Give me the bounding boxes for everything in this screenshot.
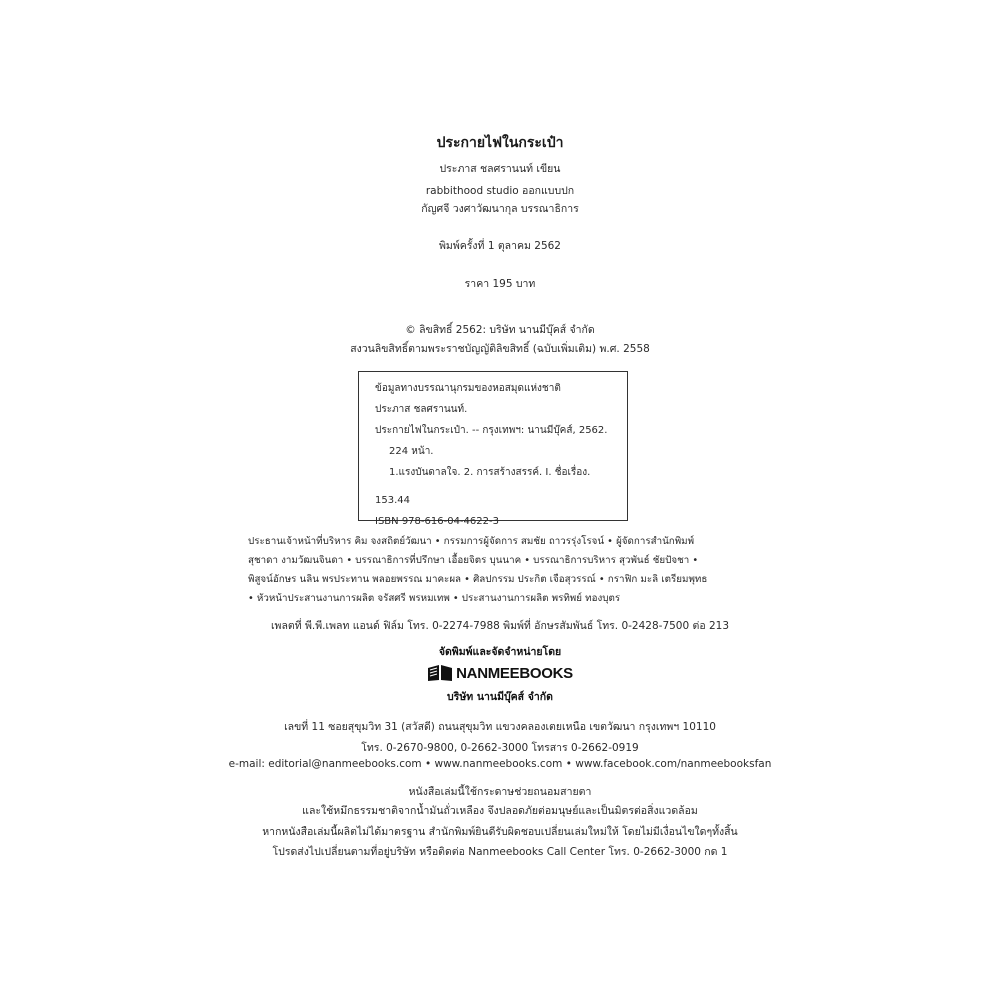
cip-box xyxy=(358,371,628,527)
credits-line-3: พิสูจน์อักษร นลิน พรประทาน พลอยพรรณ มาคะผล • ศิลปกรรม ประกิต เจือสุวรรณ์ • กราฟิก มะลิ เตรียมพุทธ xyxy=(248,574,708,585)
cip-spacer xyxy=(375,483,627,490)
publisher-web: e-mail: editorial@nanmeebooks.com • www.nanmeebooks.com • www.facebook.com/nanmeebooksfan xyxy=(228,758,772,770)
notice-line-1: หนังสือเล่มนี้ใช้กระดาษช่วยถนอมสายตา xyxy=(408,786,592,798)
editor-line: กัญศจี วงศาวัฒนากุล บรรณาธิการ xyxy=(421,203,579,215)
cip-class-number: 153.44 xyxy=(375,495,410,506)
book-title: ประกายไฟในกระเป๋า xyxy=(436,135,564,151)
staff-credits xyxy=(248,532,768,608)
distributed-by-label: จัดพิมพ์และจัดจำหน่ายโดย xyxy=(438,646,562,658)
notice-line-3: หากหนังสือเล่มนี้ผลิตไม่ได้มาตรฐาน สำนักพิมพ์ยินดีรับผิดชอบเปลี่ยนเล่มใหม่ให้ โดยไม่มีเงื่อนไขใดๆทั้งสิ้น xyxy=(262,826,738,838)
cover-designer-line: rabbithood studio ออกแบบปก xyxy=(425,185,575,197)
publisher-logo xyxy=(0,664,1000,682)
copyright-law-line: สงวนลิขสิทธิ์ตามพระราชบัญญัติลิขสิทธิ์ (ฉบับเพิ่มเติม) พ.ศ. 2558 xyxy=(350,343,650,355)
publisher-phones: โทร. 0-2670-9800, 0-2662-3000 โทรสาร 0-2662-0919 xyxy=(361,742,639,754)
cip-heading: ข้อมูลทางบรรณานุกรมของหอสมุดแห่งชาติ xyxy=(375,383,561,394)
author-line: ประภาส ชลศรานนท์ เขียน xyxy=(439,163,561,175)
publisher-logo-text: NANMEEBOOKS xyxy=(456,664,573,682)
copyright-line: © ลิขสิทธิ์ 2562: บริษัท นานมีบุ๊คส์ จำกัด xyxy=(405,324,595,336)
notice-line-2: และใช้หมึกธรรมชาติจากน้ำมันถั่วเหลือง จึงปลอดภัยต่อมนุษย์และเป็นมิตรต่อสิ่งแวดล้อม xyxy=(302,805,698,817)
publisher-name: บริษัท นานมีบุ๊คส์ จำกัด xyxy=(447,691,553,703)
cip-subjects: 1.แรงบันดาลใจ. 2. การสร้างสรรค์. I. ชื่อเรื่อง. xyxy=(389,467,591,478)
cip-title-line: ประกายไฟในกระเป๋า. -- กรุงเทพฯ: นานมีบุ๊คส์, 2562. xyxy=(375,425,608,436)
cip-author: ประภาส ชลศรานนท์. xyxy=(375,404,468,415)
cip-isbn: ISBN 978-616-04-4622-3 xyxy=(375,516,499,527)
printer-line: เพลตที่ พี.พี.เพลท แอนด์ ฟิล์ม โทร. 0-2274-7988 พิมพ์ที่ อักษรสัมพันธ์ โทร. 0-2428-7500 ต่อ 213 xyxy=(270,620,730,632)
credits-line-2: สุชาดา งามวัฒนจินดา • บรรณาธิการที่ปรึกษา เอื้อยจิตร บุนนาค • บรรณาธิการบริหาร สุวพันธ์ ชัยปัจชา • xyxy=(248,555,699,566)
credits-line-4: • หัวหน้าประสานงานการผลิต จรัสศรี พรหมเทพ • ประสานงานการผลิต พรทิพย์ ทองบุตร xyxy=(248,593,621,604)
credits-line-1: ประธานเจ้าหน้าที่บริหาร คิม จงสถิตย์วัฒนา • กรรมการผู้จัดการ สมชัย ถาวรรุ่งโรจน์ • ผู้จัดการสำนักพิมพ์ xyxy=(248,536,695,547)
notice-line-4: โปรดส่งไปเปลี่ยนตามที่อยู่บริษัท หรือติดต่อ Nanmeebooks Call Center โทร. 0-2662-3000 กด 1 xyxy=(272,846,728,858)
open-book-icon xyxy=(427,664,453,682)
cip-pages: 224 หน้า. xyxy=(389,446,434,457)
price-line: ราคา 195 บาท xyxy=(464,278,536,290)
edition-line: พิมพ์ครั้งที่ 1 ตุลาคม 2562 xyxy=(439,240,561,252)
publisher-address: เลขที่ 11 ซอยสุขุมวิท 31 (สวัสดี) ถนนสุขุมวิท แขวงคลองเตยเหนือ เขตวัฒนา กรุงเทพฯ 10110 xyxy=(284,721,716,733)
